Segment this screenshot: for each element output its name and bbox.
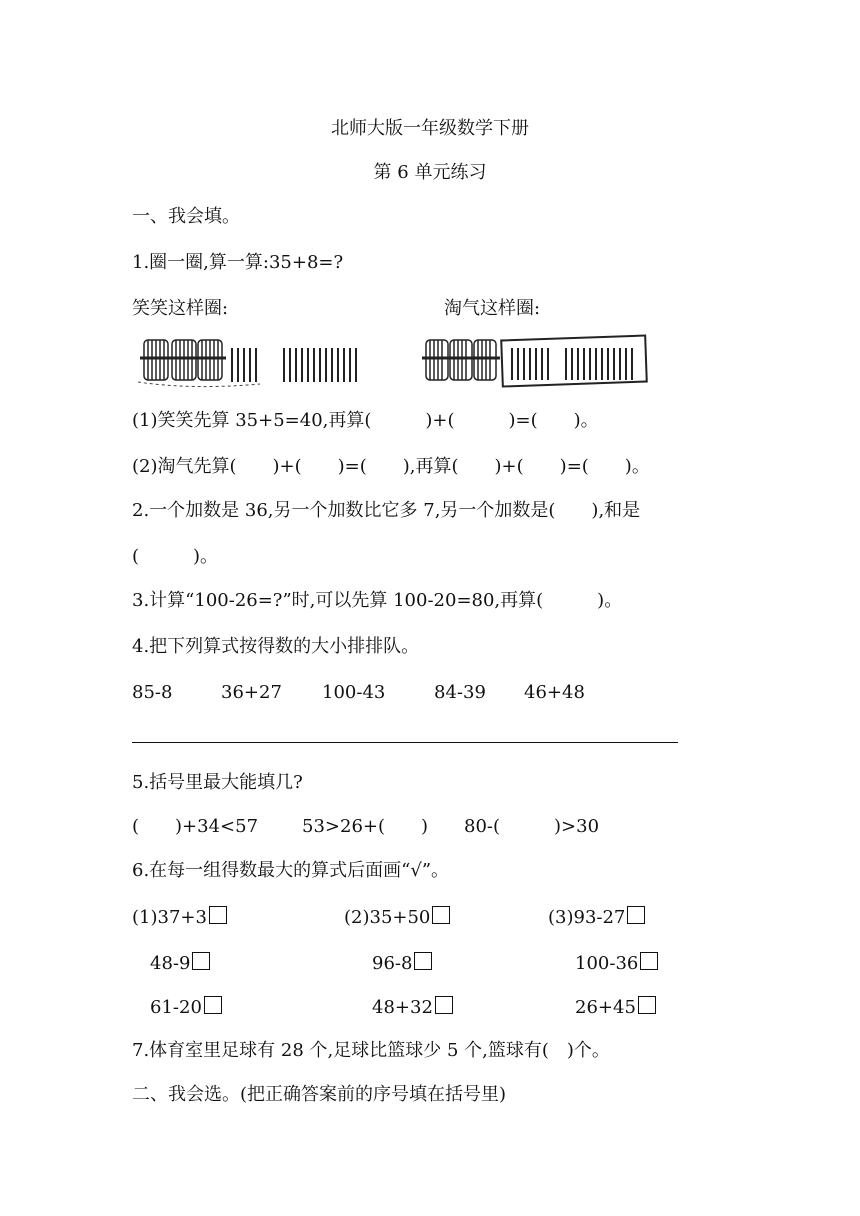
q6-option	[575, 996, 656, 1019]
bundle-of-sticks-icon	[422, 340, 452, 380]
q6-option	[150, 996, 222, 1019]
q6-expression: 26+45	[575, 997, 636, 1018]
left-circle-label: 笑笑这样圈:	[132, 298, 229, 319]
stick-illustration-right	[420, 332, 660, 392]
question-3: 3.计算“100-26=?”时,可以先算 100-20=80,再算( )。	[132, 590, 623, 611]
checkbox[interactable]	[414, 952, 432, 970]
q5-inequality: 53>26+( )	[302, 816, 429, 837]
page-title: 北师大版一年级数学下册	[331, 118, 529, 139]
q6-option	[548, 906, 645, 929]
section-heading-choose: 二、我会选。(把正确答案前的序号填在括号里)	[132, 1084, 507, 1105]
bundle-of-sticks-icon	[168, 340, 200, 380]
q4-expression: 100-43	[322, 682, 386, 703]
q6-expression: 100-36	[575, 953, 639, 974]
q5-inequality: ( )+34<57	[132, 816, 259, 837]
q4-expression: 85-8	[132, 682, 173, 703]
checkbox[interactable]	[204, 996, 222, 1014]
question-1-part-1: (1)笑笑先算 35+5=40,再算( )+( )=( )。	[132, 410, 599, 431]
q6-expression: (3)93-27	[548, 907, 626, 928]
section-heading-fill: 一、我会填。	[132, 206, 240, 227]
page-subtitle: 第 6 单元练习	[373, 162, 487, 183]
q5-inequality: 80-( )>30	[464, 816, 600, 837]
q6-option	[372, 952, 432, 975]
q6-expression: 61-20	[150, 997, 202, 1018]
q6-option	[344, 906, 450, 929]
q4-expression: 36+27	[221, 682, 282, 703]
checkbox[interactable]	[435, 996, 453, 1014]
checkbox[interactable]	[209, 906, 227, 924]
q6-option	[372, 996, 453, 1019]
question-2-line-2: ( )。	[132, 546, 219, 567]
q6-expression: (2)35+50	[344, 907, 431, 928]
q6-option	[132, 906, 227, 929]
q6-option	[575, 952, 658, 975]
q6-expression: (1)37+3	[132, 907, 207, 928]
q4-expression: 84-39	[434, 682, 486, 703]
checkbox[interactable]	[640, 952, 658, 970]
bundle-of-sticks-icon	[194, 340, 226, 380]
bundle-of-sticks-icon	[446, 340, 476, 380]
stick-illustration-left	[132, 332, 372, 392]
question-4-stem: 4.把下列算式按得数的大小排排队。	[132, 636, 420, 657]
bundle-of-sticks-icon	[140, 340, 172, 380]
question-5-stem: 5.括号里最大能填几?	[132, 772, 303, 793]
bundle-of-sticks-icon	[470, 340, 500, 380]
right-circle-label: 淘气这样圈:	[444, 298, 541, 319]
checkbox[interactable]	[192, 952, 210, 970]
q6-expression: 48+32	[372, 997, 433, 1018]
checkbox[interactable]	[432, 906, 450, 924]
checkbox[interactable]	[638, 996, 656, 1014]
single-stick-icon	[232, 348, 356, 382]
answer-line	[132, 742, 678, 743]
single-stick-icon	[512, 348, 632, 380]
q6-expression: 48-9	[150, 953, 191, 974]
question-7: 7.体育室里足球有 28 个,足球比篮球少 5 个,篮球有( )个。	[132, 1040, 610, 1061]
q4-expression: 46+48	[524, 682, 585, 703]
q6-expression: 96-8	[372, 953, 413, 974]
checkbox[interactable]	[627, 906, 645, 924]
question-1-stem: 1.圈一圈,算一算:35+8=?	[132, 252, 344, 273]
question-1-part-2: (2)淘气先算( )+( )=( ),再算( )+( )=( )。	[132, 456, 650, 477]
question-6-stem: 6.在每一组得数最大的算式后面画“√”。	[132, 860, 450, 881]
question-2-line-1: 2.一个加数是 36,另一个加数比它多 7,另一个加数是( ),和是	[132, 500, 641, 521]
q6-option	[150, 952, 210, 975]
